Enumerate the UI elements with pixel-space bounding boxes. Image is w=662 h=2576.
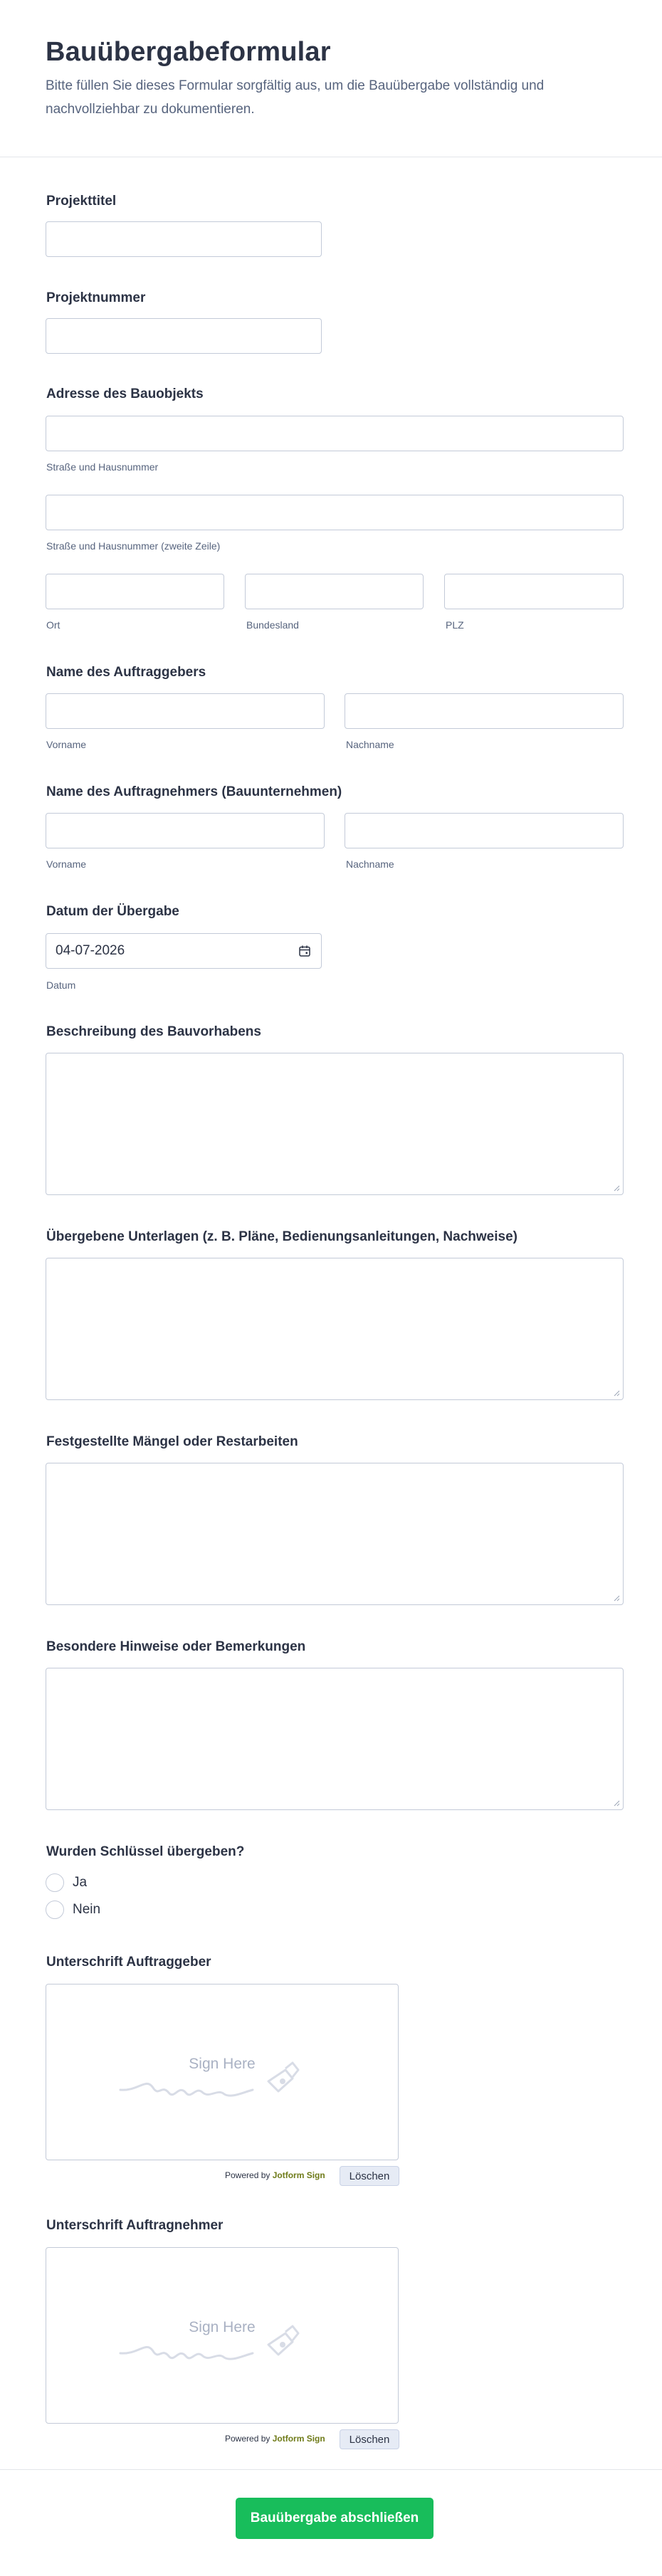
client-first-name-input[interactable] [46, 693, 325, 729]
date-sublabel: Datum [46, 979, 76, 991]
project-description-textarea[interactable] [46, 1053, 624, 1195]
city-input[interactable] [46, 574, 224, 609]
radio-option-ja[interactable] [46, 1873, 87, 1893]
sign-here-text: Sign Here [189, 2319, 256, 2335]
city-sublabel: Ort [46, 619, 61, 631]
resize-handle-icon[interactable] [613, 1184, 620, 1192]
zip-sublabel: PLZ [446, 619, 464, 631]
client-name-label: Name des Auftraggebers [46, 665, 206, 680]
powered-by-label: Powered by [225, 2434, 270, 2444]
contractor-last-name-sublabel: Nachname [346, 858, 394, 870]
client-last-name-input[interactable] [345, 693, 624, 729]
footer-divider [0, 2469, 662, 2470]
form-header [0, 0, 662, 157]
project-title-input[interactable] [46, 221, 322, 257]
street-sublabel: Straße und Hausnummer [46, 461, 159, 473]
jotform-sign-brand: Jotform Sign [272, 2434, 325, 2444]
radio-label: Nein [73, 1902, 101, 1917]
state-input[interactable] [245, 574, 424, 609]
contractor-first-name-input[interactable] [46, 813, 325, 848]
clear-signature-client-button[interactable]: Löschen [340, 2166, 399, 2186]
signature-client-label: Unterschrift Auftraggeber [46, 1955, 211, 1970]
date-value: 04-07-2026 [56, 943, 125, 958]
radio-label: Ja [73, 1875, 88, 1890]
contractor-first-name-sublabel: Vorname [46, 858, 87, 870]
state-sublabel: Bundesland [246, 619, 299, 631]
address-label: Adresse des Bauobjekts [46, 387, 204, 401]
handover-date-label: Datum der Übergabe [46, 904, 179, 919]
signature-pen-icon [117, 2312, 331, 2376]
radio-button[interactable] [46, 1873, 64, 1892]
signature-client-pad[interactable] [46, 1984, 399, 2160]
submit-button[interactable]: Bauübergabe abschließen [236, 2498, 434, 2539]
client-last-name-sublabel: Nachname [346, 739, 394, 750]
street-input[interactable] [46, 416, 624, 451]
powered-by-text [225, 2170, 325, 2180]
contractor-name-label: Name des Auftragnehmers (Bauunternehmen) [46, 784, 342, 799]
keys-handed-label: Wurden Schlüssel übergeben? [46, 1844, 245, 1859]
handover-date-input[interactable] [46, 933, 322, 969]
sign-here-text: Sign Here [189, 2056, 256, 2072]
form-subtitle: Bitte füllen Sie dieses Formular sorgfältig aus, um die Bauübergabe vollständig und nachvollziehbar zu dokumentieren. [46, 78, 545, 117]
resize-handle-icon[interactable] [613, 1799, 620, 1807]
remarks-textarea[interactable] [46, 1668, 624, 1810]
street2-input[interactable] [46, 495, 624, 530]
signature-pen-icon [117, 2049, 331, 2113]
resize-handle-icon[interactable] [613, 1594, 620, 1602]
signature-contractor-pad[interactable] [46, 2247, 399, 2424]
powered-by-label: Powered by [225, 2170, 270, 2180]
contractor-last-name-input[interactable] [345, 813, 624, 848]
signature-contractor-label: Unterschrift Auftragnehmer [46, 2218, 224, 2233]
radio-option-nein[interactable] [46, 1900, 100, 1920]
defects-textarea[interactable] [46, 1463, 624, 1605]
powered-by-text [225, 2434, 325, 2444]
form-title: Bauübergabeformular [46, 37, 331, 67]
documents-label: Übergebene Unterlagen (z. B. Pläne, Bedienungsanleitungen, Nachweise) [46, 1229, 517, 1244]
project-title-label: Projekttitel [46, 194, 117, 209]
zip-input[interactable] [444, 574, 624, 609]
project-number-label: Projektnummer [46, 290, 146, 305]
resize-handle-icon[interactable] [613, 1389, 620, 1397]
remarks-label: Besondere Hinweise oder Bemerkungen [46, 1639, 306, 1654]
project-description-label: Beschreibung des Bauvorhabens [46, 1024, 261, 1039]
street2-sublabel: Straße und Hausnummer (zweite Zeile) [46, 540, 221, 552]
jotform-sign-brand: Jotform Sign [272, 2170, 325, 2180]
clear-signature-contractor-button[interactable]: Löschen [340, 2429, 399, 2449]
calendar-icon[interactable] [298, 945, 311, 957]
defects-label: Festgestellte Mängel oder Restarbeiten [46, 1434, 298, 1449]
documents-textarea[interactable] [46, 1258, 624, 1400]
client-first-name-sublabel: Vorname [46, 739, 87, 750]
radio-button[interactable] [46, 1901, 64, 1919]
project-number-input[interactable] [46, 318, 322, 354]
